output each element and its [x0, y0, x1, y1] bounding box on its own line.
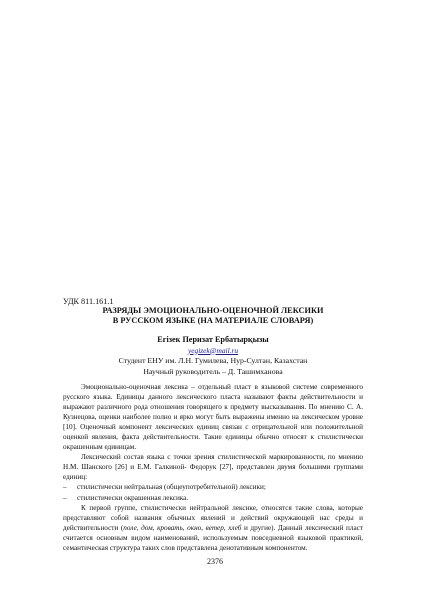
title-line-2: В РУССКОМ ЯЗЫКЕ (НА МАТЕРИАЛЕ СЛОВАРЯ)	[112, 316, 314, 325]
paragraph-3-end: и другие). Данный лексический пласт считается основным видом наименований, используемым повседневной языковой практикой, семантическая структура таких слов представлена денотативным компонентом.	[63, 523, 363, 552]
paragraph-3-examples: поле, дом, кровать, окно, ветер, хлеб	[123, 523, 242, 532]
list-item	[63, 493, 363, 503]
article-title	[63, 306, 363, 326]
paragraph-1: Эмоционально-оценочная лексика – отдельный пласт в языковой системе современного русского языка. Единицы данного лексического пласта называют факты действительности и выражают различного рода отношения говорящего к предмету высказывания. По мнению С. А. Кузнецова, оценки наиболее полно и ярко могут быть выражены именно на лексическом уровне [10]. Оценочный компонент лексических единиц связан с отрицательной или положительной оценкой явления, факта действительности. Такие единицы обычно относят к стилистически окрашенным единицам.	[63, 383, 363, 452]
title-line-1: РАЗРЯДЫ ЭМОЦИОНАЛЬНО-ОЦЕНОЧНОЙ ЛЕКСИКИ	[102, 306, 324, 315]
paragraph-3-start: К первой группе, стилистически нейтральной лексике, относятся такие слова, которые представляют собой названия обычных явлений и действий окружающей нас среды и действительности (	[63, 503, 363, 532]
author-email-link[interactable]: yegizek@mail.ru	[187, 345, 239, 355]
paragraph-3	[63, 503, 363, 553]
paragraph-2: Лексический состав языка с точки зрения стилистической маркированности, по мнению Н.М. Шанского [26] и Е.М. Галкиной- Федорук [27], представлен двумя большими группами единиц:	[63, 453, 363, 482]
list-item-text: стилистически окрашенная лексика.	[77, 493, 189, 502]
page-number: 2376	[207, 557, 223, 566]
author-email-line	[63, 346, 363, 357]
list-item	[63, 482, 363, 492]
article-body	[63, 382, 363, 553]
list-dash: –	[63, 483, 67, 492]
list-dash: –	[63, 493, 67, 502]
supervisor: Научный руководитель – Д. Ташимханова	[143, 366, 283, 376]
author-affiliation: Студент ЕНУ им. Л.Н. Гумилева, Нур-Султан, Казахстан	[118, 356, 308, 366]
style-group-list	[63, 482, 363, 502]
udk-code: УДК 811.161.1	[63, 297, 114, 306]
author-block	[63, 335, 363, 377]
list-item-text: стилистически нейтральная (общеупотребительной) лексики;	[77, 483, 266, 492]
author-name: Егізек Перизат Ербатырқызы	[157, 335, 269, 344]
